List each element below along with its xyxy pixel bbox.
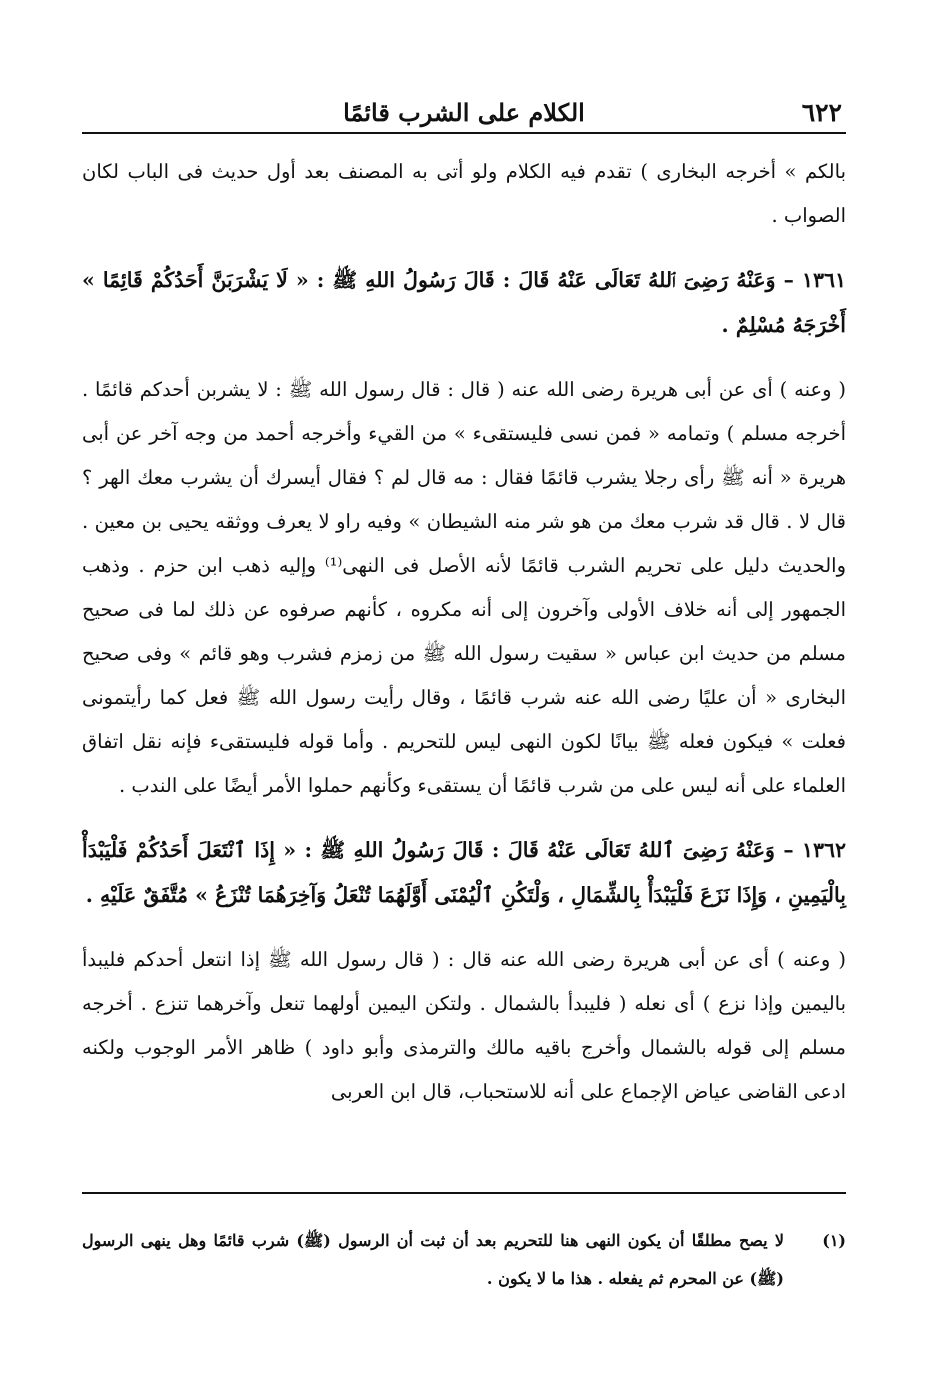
commentary-1361: ( وعنه ) أى عن أبى هريرة رضى الله عنه ( قال : قال رسول الله ﷺ : لا يشربن أحدكم قائمًا . أخرجه مسلم ) وتمامه « فمن نسى فليستقىء » من القيء وأخرجه أحمد من وجه آخر عن أبى هريرة « أنه ﷺ رأى رجلا يشرب قائمًا فقال : مه قال لم ؟ فقال أيسرك أن يشرب معك الهر ؟ قال لا . قال قد شرب معك من هو شر منه الشيطان » وفيه راو لا يعرف ووثقه يحيى بن معين . والحديث دليل على تحريم الشرب قائمًا لأنه الأصل فى النهى⁽¹⁾ وإليه ذهب ابن حزم . وذهب الجمهور إلى أنه خلاف الأولى وآخرون إلى أنه مكروه ، كأنهم صرفوه عن ذلك لما فى صحيح مسلم من حديث ابن عباس « سقيت رسول الله ﷺ من زمزم فشرب وهو قائم » وفى صحيح البخارى « أن عليًا رضى الله عنه شرب قائمًا ، وقال رأيت رسول الله ﷺ فعل كما رأيتمونى فعلت » فيكون فعله ﷺ بيانًا لكون النهى ليس للتحريم . وأما قوله فليستقىء فإنه نقل اتفاق العلماء على أنه ليس على من شرب قائمًا أن يستقىء وكأنهم حملوا الأمر أيضًا على الندب . [82, 378, 846, 797]
footnote-divider [82, 1192, 846, 1194]
commentary-1362: ( وعنه ) أى عن أبى هريرة رضى الله عنه قال : ( قال رسول الله ﷺ إذا انتعل أحدكم فليبدأ باليمين وإذا نزع ) أى نعله ( فليبدأ بالشمال . ولتكن اليمين أولهما تنعل وآخرهما تنزع . أخرجه مسلم إلى قوله بالشمال وأخرج باقيه مالك والترمذى وأبو داود ) ظاهر الأمر الوجوب ولكنه ادعى القاضى عياض الإجماع على أنه للاستحباب، قال ابن العربى [82, 948, 846, 1103]
footnote-number: (١) [822, 1231, 846, 1250]
footnote-text: لا يصح مطلقًا أن يكون النهى هنا للتحريم بعد أن ثبت أن الرسول (ﷺ) شرب قائمًا وهل ينهى الرسول (ﷺ) عن المحرم ثم يفعله . هذا ما لا يكون . [82, 1231, 784, 1288]
running-title: الكلام على الشرب قائمًا [343, 98, 585, 127]
hadith-1361: ١٣٦١ – وَعَنْهُ رَضِىَ ٱللهُ تَعَالَى عَنْهُ قَالَ : قَالَ رَسُولُ اللهِ ﷺ : « لَا يَشْرَبَنَّ أَحَدُكُمْ قَائِمًا » أَخْرَجَهُ مُسْلِمٌ . [82, 268, 846, 337]
footnote [82, 1222, 846, 1298]
main-text [82, 150, 846, 1114]
hadith-1362: ١٣٦٢ – وَعَنْهُ رَضِىَ ٱللهُ تَعَالَى عَنْهُ قَالَ : قَالَ رَسُولُ اللهِ ﷺ : « إِذَا ٱنْتَعَلَ أَحَدُكُمْ فَلْيَبْدَأْ بِالْيَمِينِ ، وَإِذَا نَزَعَ فَلْيَبْدَأْ بِالشِّمَالِ ، وَلْتَكُنِ ٱلْيُمْنَى أَوَّلَهُمَا تُنْعَلُ وَآخِرَهُمَا تُنْزَعُ » مُتَّفَقٌ عَلَيْهِ . [82, 838, 846, 907]
page-number: ٦٢٢ [801, 98, 842, 127]
page-header [82, 96, 846, 134]
paragraph-continuation: بالكم » أخرجه البخارى ) تقدم فيه الكلام ولو أتى به المصنف بعد أول حديث فى الباب لكان الصواب . [82, 160, 846, 227]
